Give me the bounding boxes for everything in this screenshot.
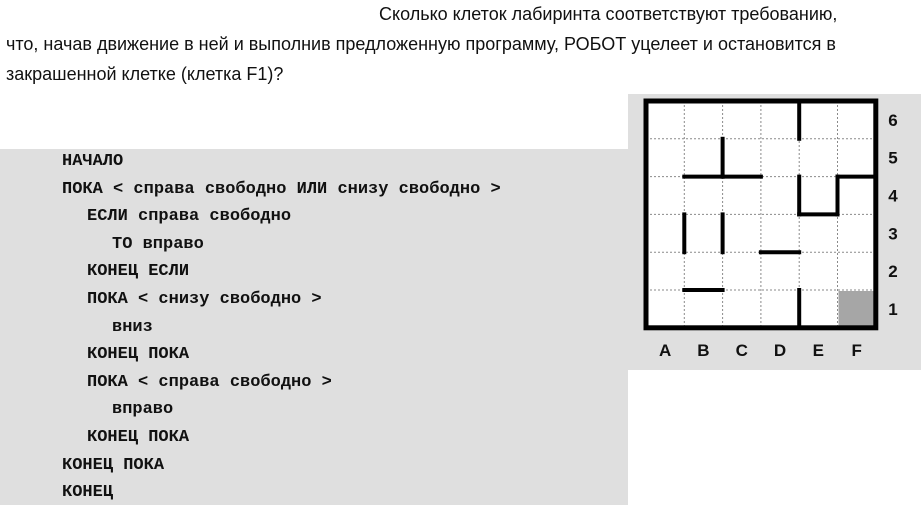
program-line: вправо	[112, 400, 174, 420]
column-label: C	[735, 341, 748, 360]
row-label: 5	[888, 148, 898, 168]
column-label: F	[851, 341, 862, 360]
column-label: D	[773, 341, 787, 360]
row-label: 6	[888, 110, 898, 130]
program-line: НАЧАЛО	[62, 152, 124, 171]
program-line: ЕСЛИ справа свободно	[87, 207, 292, 227]
program-line: КОНЕЦ ЕСЛИ	[87, 262, 190, 282]
column-label: E	[812, 341, 825, 360]
question-text-line-1: Сколько клеток лабиринта соответствуют требованию,	[379, 4, 838, 24]
row-label: 4	[888, 186, 898, 206]
column-label: B	[697, 341, 710, 360]
program-line: КОНЕЦ	[62, 483, 114, 503]
question-text-line-2: что, начав движение в ней и выполнив предложенную программу, РОБОТ уцелеет и остановится в	[6, 34, 836, 54]
program-line: ТО вправо	[112, 234, 204, 254]
target-cell-f1	[839, 291, 875, 327]
program-line: КОНЕЦ ПОКА	[87, 428, 190, 447]
program-line: ПОКА < снизу свободно >	[87, 290, 322, 309]
question-text-line-3: закрашенной клетке (клетка F1)?	[6, 64, 284, 84]
program-line: вниз	[112, 317, 153, 337]
program-line: ПОКА < справа свободно ИЛИ снизу свободно >	[62, 179, 501, 199]
program-line: КОНЕЦ ПОКА	[62, 455, 165, 475]
row-label: 2	[888, 262, 898, 282]
program-line: КОНЕЦ ПОКА	[87, 345, 190, 365]
column-label: A	[659, 341, 672, 360]
program-line: ПОКА < справа свободно >	[87, 372, 332, 392]
row-label: 3	[888, 224, 898, 244]
row-label: 1	[888, 299, 898, 319]
